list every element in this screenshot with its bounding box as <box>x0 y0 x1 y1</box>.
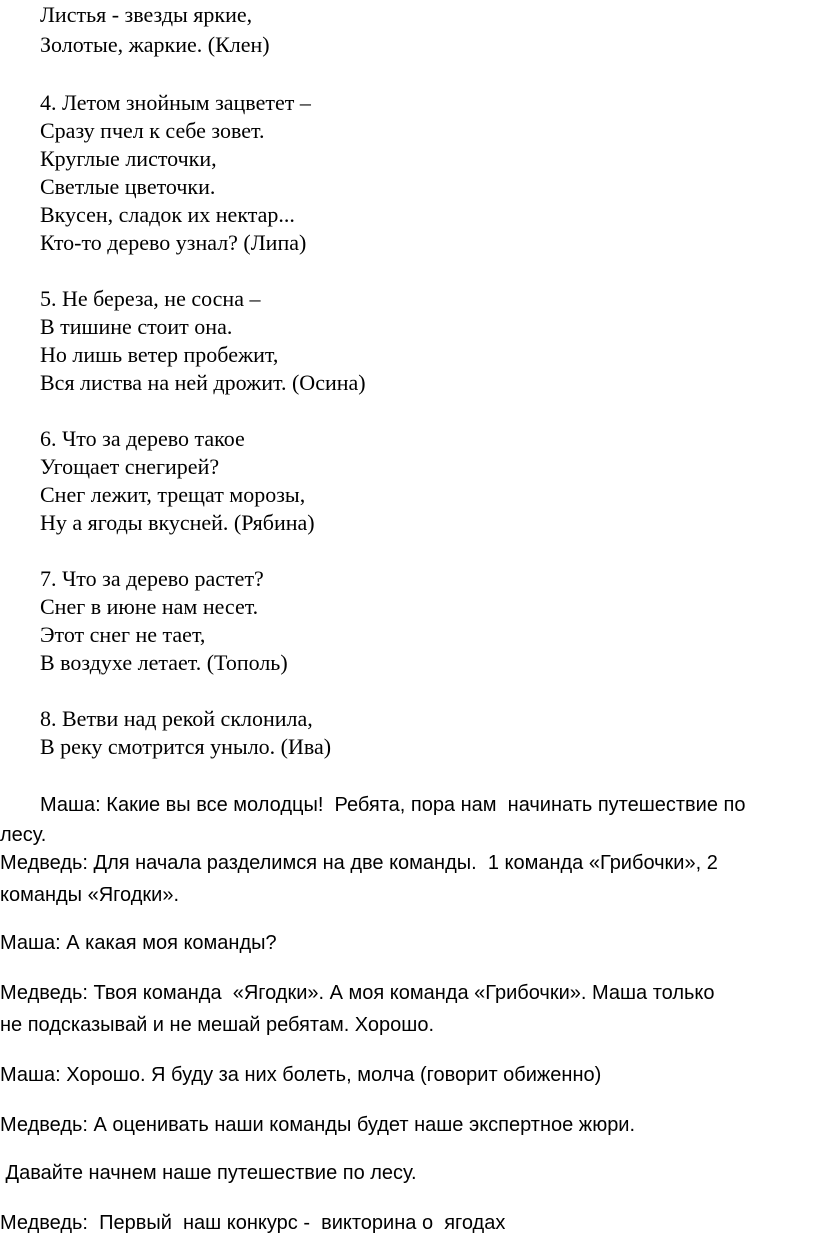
riddle-line: Сразу пчел к себе зовет. <box>40 118 265 143</box>
riddle-line: 6. Что за дерево такое <box>40 426 245 451</box>
dialogue-line: Маша: Какие вы все молодцы! Ребята, пора нам начинать путешествие по <box>40 794 746 816</box>
dialogue-line: Медведь: А оценивать наши команды будет наше экспертное жюри. <box>0 1114 636 1136</box>
riddle-line: Кто-то дерево узнал? (Липа) <box>40 230 307 255</box>
dialogue-line: лесу. <box>0 824 47 846</box>
riddle-line: Снег лежит, трещат морозы, <box>40 482 306 507</box>
riddle-line: Золотые, жаркие. (Клен) <box>40 32 270 57</box>
riddle-line: Светлые цветочки. <box>40 174 216 199</box>
dialogue-line: Медведь: Твоя команда «Ягодки». А моя команда «Грибочки». Маша только <box>0 982 715 1004</box>
dialogue-line: Маша: А какая моя команды? <box>0 932 277 954</box>
riddle-line: Этот снег не тает, <box>40 622 206 647</box>
dialogue-line: команды «Ягодки». <box>0 884 179 906</box>
dialogue-line: Медведь: Для начала разделимся на две команды. 1 команда «Грибочки», 2 <box>0 852 718 874</box>
dialogue-line: Давайте начнем наше путешествие по лесу. <box>0 1162 417 1184</box>
riddle-line: 8. Ветви над рекой склонила, <box>40 706 313 731</box>
riddle-line: Но лишь ветер пробежит, <box>40 342 279 367</box>
riddle-line: Круглые листочки, <box>40 146 217 171</box>
riddle-line: 7. Что за дерево растет? <box>40 566 264 591</box>
riddle-line: Вся листва на ней дрожит. (Осина) <box>40 370 366 395</box>
dialogue-line: не подсказывай и не мешай ребятам. Хорошо. <box>0 1014 435 1036</box>
riddle-line: 5. Не береза, не сосна – <box>40 286 261 311</box>
riddle-line: Вкусен, сладок их нектар... <box>40 202 295 227</box>
riddle-line: 4. Летом знойным зацветет – <box>40 90 311 115</box>
riddle-line: Угощает снегирей? <box>40 454 220 479</box>
riddle-line: В воздухе летает. (Тополь) <box>40 650 288 675</box>
riddle-line: В тишине стоит она. <box>40 314 233 339</box>
riddle-line: В реку смотрится уныло. (Ива) <box>40 734 332 759</box>
riddle-line: Снег в июне нам несет. <box>40 594 259 619</box>
riddle-line: Листья - звезды яркие, <box>40 2 253 27</box>
riddle-line: Ну а ягоды вкусней. (Рябина) <box>40 510 315 535</box>
dialogue-line: Маша: Хорошо. Я буду за них болеть, молча (говорит обиженно) <box>0 1064 602 1086</box>
dialogue-line: Медведь: Первый наш конкурс - викторина о ягодах <box>0 1212 506 1234</box>
